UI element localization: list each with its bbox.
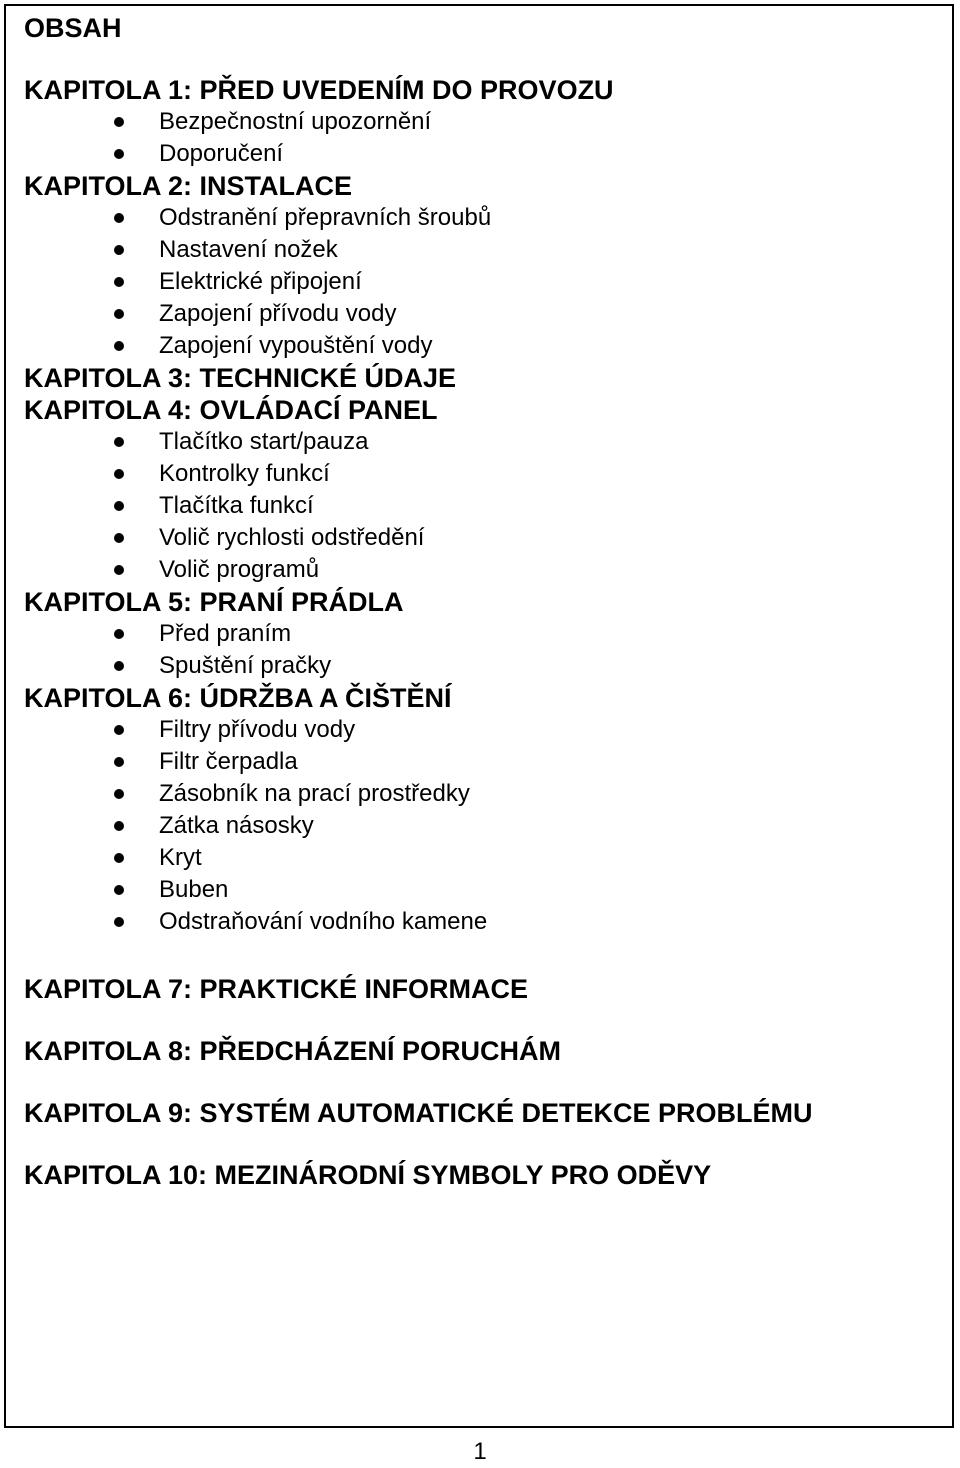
bullet-icon: [114, 501, 124, 511]
list-item-label: Buben: [159, 876, 229, 903]
list-item-label: Tlačítka funkcí: [159, 492, 314, 519]
bullet-icon: [114, 149, 124, 159]
bullet-icon: [114, 725, 124, 735]
bullet-icon: [114, 789, 124, 799]
list-item-label: Zátka násosky: [159, 812, 314, 839]
chapter-5-heading: KAPITOLA 5: PRANÍ PRÁDLA: [24, 587, 404, 617]
list-item: [24, 138, 934, 170]
bullet-icon: [114, 277, 124, 287]
list-item-label: Zapojení přívodu vody: [159, 300, 397, 327]
list-item-label: Zásobník na prací prostředky: [159, 780, 470, 807]
list-item: [24, 298, 934, 330]
list-item: [24, 906, 934, 938]
list-item: [24, 234, 934, 266]
bullet-icon: [114, 309, 124, 319]
bullet-icon: [114, 917, 124, 927]
bullet-icon: [114, 213, 124, 223]
list-item-label: Před praním: [159, 620, 292, 647]
list-item: [24, 490, 934, 522]
chapter-2-heading: KAPITOLA 2: INSTALACE: [24, 171, 353, 201]
chapter-8-heading: KAPITOLA 8: PŘEDCHÁZENÍ PORUCHÁM: [24, 1036, 562, 1066]
chapter-6-heading: KAPITOLA 6: ÚDRŽBA A ČIŠTĚNÍ: [24, 683, 452, 713]
bullet-icon: [114, 885, 124, 895]
list-item-label: Kontrolky funkcí: [159, 460, 330, 487]
bullet-icon: [114, 853, 124, 863]
list-item: [24, 778, 934, 810]
bullet-icon: [114, 437, 124, 447]
list-item: [24, 426, 934, 458]
chapter-1-heading: KAPITOLA 1: PŘED UVEDENÍM DO PROVOZU: [24, 75, 614, 105]
list-item: [24, 522, 934, 554]
bullet-icon: [114, 821, 124, 831]
list-item-label: Tlačítko start/pauza: [159, 428, 369, 455]
list-item-label: Odstranění přepravních šroubů: [159, 204, 492, 231]
bullet-icon: [114, 245, 124, 255]
list-item: [24, 458, 934, 490]
list-item: [24, 810, 934, 842]
chapter-3-heading: KAPITOLA 3: TECHNICKÉ ÚDAJE: [24, 363, 457, 393]
list-item-label: Volič rychlosti odstředění: [159, 524, 425, 551]
chapter-10-heading: KAPITOLA 10: MEZINÁRODNÍ SYMBOLY PRO ODĚVY: [24, 1160, 712, 1190]
list-item-label: Spuštění pračky: [159, 652, 332, 679]
bullet-icon: [114, 565, 124, 575]
list-item: [24, 842, 934, 874]
list-item: [24, 266, 934, 298]
list-item-label: Kryt: [159, 844, 202, 871]
list-item-label: Doporučení: [159, 140, 284, 167]
bullet-icon: [114, 629, 124, 639]
list-item: [24, 554, 934, 586]
list-item-label: Elektrické připojení: [159, 268, 362, 295]
list-item-label: Filtry přívodu vody: [159, 716, 356, 743]
list-item: [24, 714, 934, 746]
bullet-icon: [114, 533, 124, 543]
bullet-icon: [114, 117, 124, 127]
list-item-label: Bezpečnostní upozornění: [159, 108, 432, 135]
list-item-label: Zapojení vypouštění vody: [159, 332, 433, 359]
bullet-icon: [114, 341, 124, 351]
chapter-7-heading: KAPITOLA 7: PRAKTICKÉ INFORMACE: [24, 974, 529, 1004]
list-item-label: Volič programů: [159, 556, 320, 583]
bullet-icon: [114, 757, 124, 767]
list-item-label: Filtr čerpadla: [159, 748, 298, 775]
table-of-contents: [24, 74, 934, 1191]
bullet-icon: [114, 661, 124, 671]
list-item: [24, 618, 934, 650]
page-number: 1: [473, 1438, 487, 1465]
list-item: [24, 330, 934, 362]
list-item: [24, 874, 934, 906]
chapter-4-heading: KAPITOLA 4: OVLÁDACÍ PANEL: [24, 395, 438, 425]
list-item-label: Nastavení nožek: [159, 236, 338, 263]
document-title: OBSAH: [24, 13, 122, 43]
list-item-label: Odstraňování vodního kamene: [159, 908, 488, 935]
list-item: [24, 202, 934, 234]
list-item: [24, 746, 934, 778]
chapter-9-heading: KAPITOLA 9: SYSTÉM AUTOMATICKÉ DETEKCE PROBLÉMU: [24, 1098, 813, 1128]
list-item: [24, 106, 934, 138]
list-item: [24, 650, 934, 682]
bullet-icon: [114, 469, 124, 479]
